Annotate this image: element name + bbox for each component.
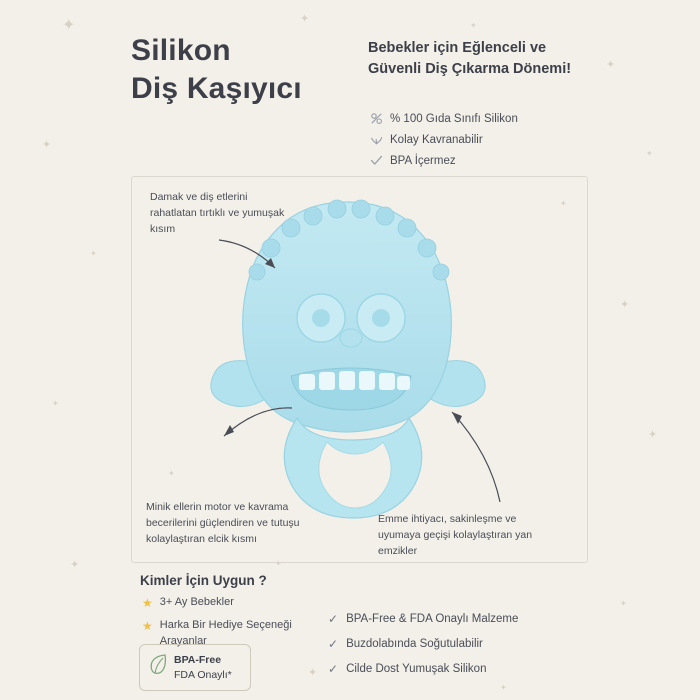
check-icon: ✓ [328,637,339,652]
check-item-soft-silicone [328,663,588,676]
sparkle-icon: ✦ [90,249,97,258]
feature-item-food-grade [370,112,610,125]
subtitle [368,38,578,79]
leaf-icon [148,653,168,682]
badge-line-1: BPA-Free [174,654,222,667]
feature-item-easy-grip [370,133,610,146]
sparkle-icon: ✦ [620,599,627,608]
sparkle-icon: ✦ [52,399,59,408]
check-item-fridge [328,638,588,651]
sparkle-icon: ✦ [308,667,318,679]
check-label: Buzdolabında Soğutulabilir [346,638,483,651]
check-icon: ✓ [328,612,339,626]
sparkle-icon: ✦ [606,59,616,71]
check-label: BPA-Free & FDA Onaylı Malzeme [346,613,519,625]
annotation-ridges: Damak ve diş etlerini rahatlatan tırtıklı ve yumuşak kısım [150,191,285,235]
annotation-side-soothers-arrow [428,398,510,508]
star-icon: ★ [142,619,153,634]
annotation-ridges-arrow [215,238,295,284]
sparkle-icon: ✦ [168,469,175,478]
title-line-1: Silikon [131,34,231,67]
feature-label: BPA İçermez [390,154,456,167]
hand-icon [370,133,383,146]
who-item-label: Harka Bir Hediye Seçeneği Arayanlar [159,619,292,647]
who-title: Kimler İçin Uygun ? [140,573,267,588]
sparkle-icon: ✦ [648,429,658,441]
sparkle-icon: ✦ [470,21,477,30]
bottom-section [0,565,700,700]
header [0,0,700,175]
sparkle-icon: ✦ [62,17,76,34]
feature-label: Kolay Kavranabilir [390,133,483,146]
check-icon [370,154,383,167]
page-title [131,32,361,109]
check-item-bpa-fda [328,613,588,626]
badge-line-2: FDA Onaylı* [174,668,232,681]
sparkle-icon: ✦ [275,559,282,568]
who-item-babies [142,595,317,611]
sparkle-icon: ✦ [300,13,310,25]
title-line-2: Diş Kaşıyıcı [131,72,302,106]
who-item-label: 3+ Ay Bebekler [159,596,234,608]
percent-icon [370,112,383,125]
feature-item-bpa-free [370,154,610,167]
status-badge [139,644,251,691]
star-icon: ★ [142,596,153,610]
sparkle-icon: ✦ [646,149,653,158]
feature-label: % 100 Gıda Sınıfı Silikon [390,112,518,125]
annotation-side-soothers: Emme ihtiyacı, sakinleşme ve uyumaya geçişi kolaylaştıran yan emzikler [378,513,533,557]
feature-list [370,112,610,175]
check-icon: ✓ [328,662,339,677]
check-label: Cilde Dost Yumuşak Silikon [346,663,487,676]
sparkle-icon: ✦ [620,299,630,311]
check-list [328,613,588,689]
subtitle-text: Bebekler için Eğlenceli ve Güvenli Diş Çıkarma Dönemi! [368,40,572,77]
sparkle-icon: ✦ [42,139,52,151]
sparkle-icon: ✦ [500,683,507,692]
annotation-handle: Minik ellerin motor ve kavrama becerilerini güçlendiren ve tutuşu kolaylaştıran elcik kısmı [146,501,300,545]
badge-text [174,653,232,681]
sparkle-icon: ✦ [70,559,80,571]
annotation-handle-arrow [218,404,296,444]
sparkle-icon: ✦ [560,199,567,208]
